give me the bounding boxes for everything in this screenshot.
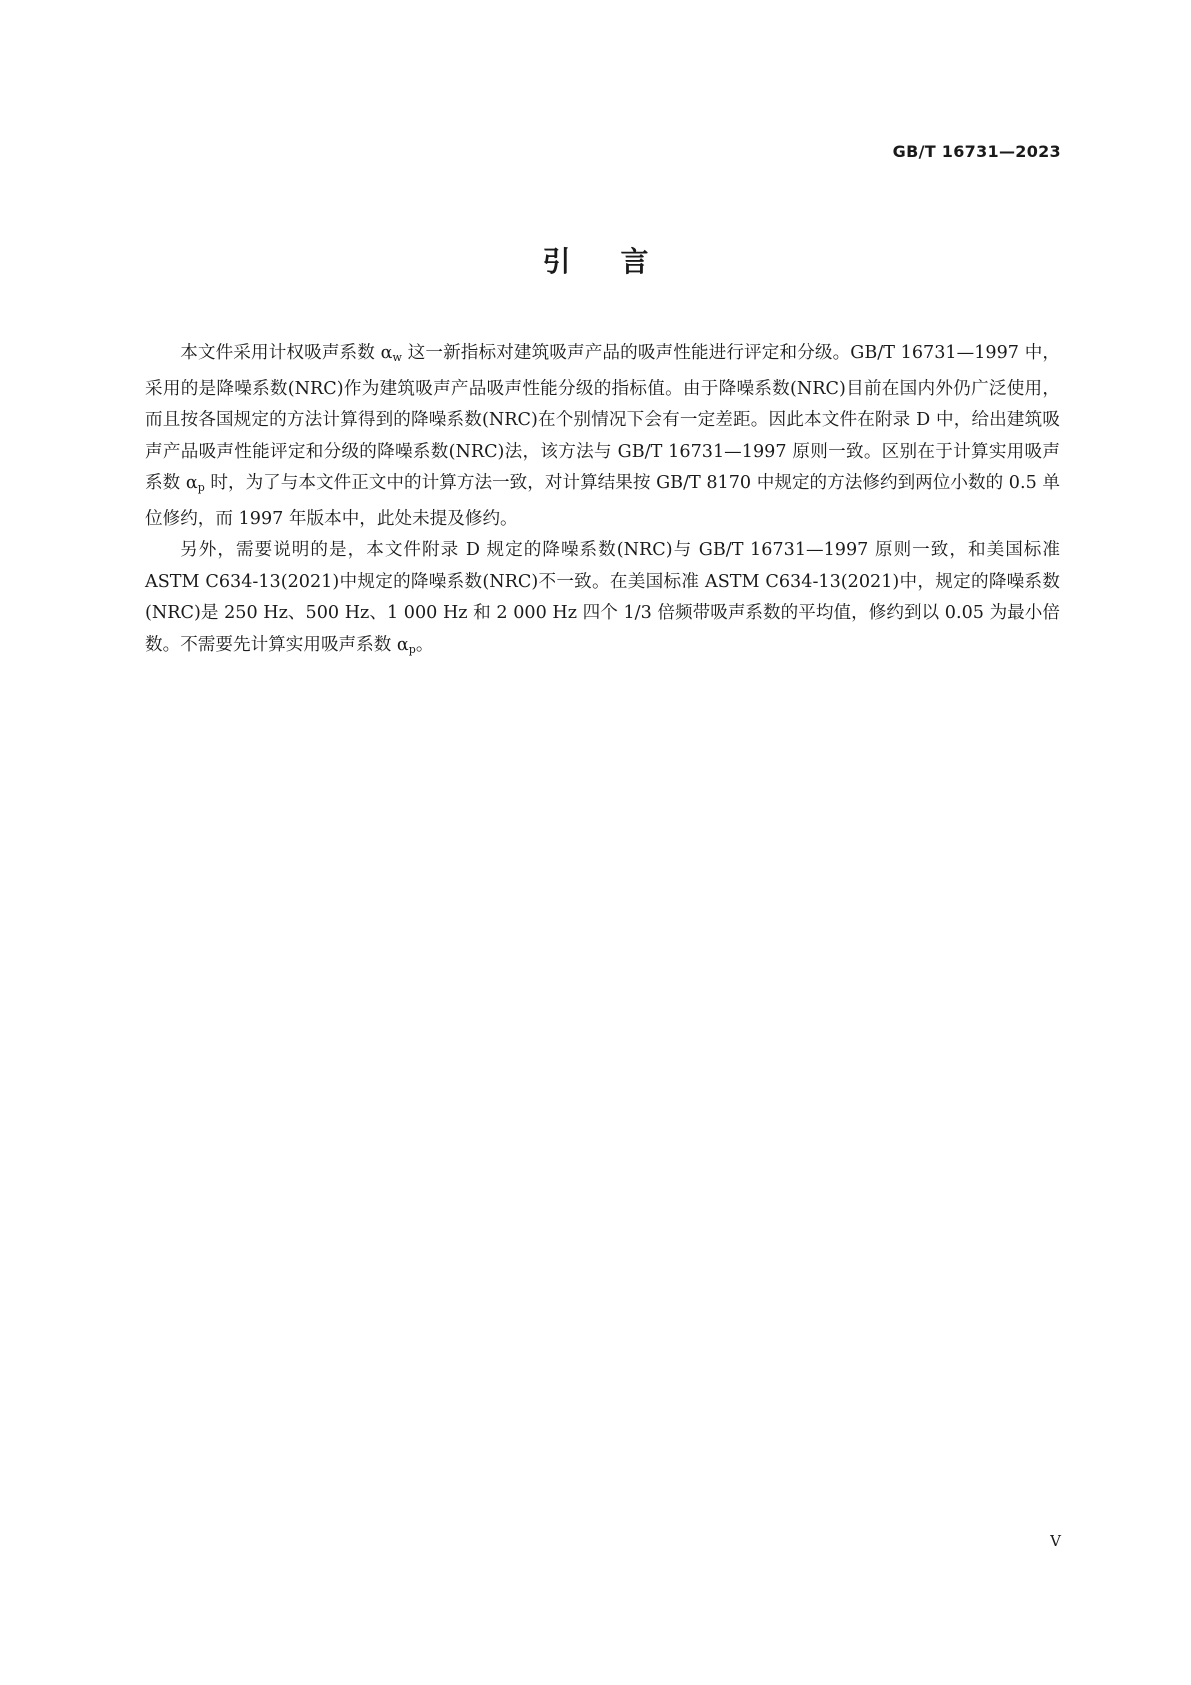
paragraph-1 bbox=[145, 338, 1060, 535]
paragraph-1-text-a: 本文件采用计权吸声系数 α bbox=[180, 343, 393, 363]
alpha-w-subscript: w bbox=[392, 351, 402, 364]
paragraph-1-text-b: 这一新指标对建筑吸声产品的吸声性能进行评定和分级。GB/T 16731—1997 中，采用的是降噪系数(NRC)作为建筑吸声产品吸声性能分级的指标值。由于降噪系数(NRC)目前在国内外仍广泛使用，而且按各国规定的方法计算得到的降噪系数(NRC)在个别情况下会有一定差距。因此本文件在附录 D 中，给出建筑吸声产品吸声性能评定和分级的降噪系数(NRC)法，该方法与 GB/T 16731—1997 原则一致。区别在于计算实用吸声系数 α bbox=[145, 343, 1061, 493]
body-text bbox=[145, 338, 1060, 665]
paragraph-2 bbox=[145, 535, 1060, 665]
page-number: V bbox=[1050, 1532, 1061, 1550]
paragraph-1-text-c: 时，为了与本文件正文中的计算方法一致，对计算结果按 GB/T 8170 中规定的方法修约到两位小数的 0.5 单位修约，而 1997 年版本中，此处未提及修约。 bbox=[145, 473, 1060, 529]
section-title: 引言 bbox=[542, 245, 699, 278]
paragraph-2-text-b: 。 bbox=[415, 634, 434, 655]
alpha-p-subscript: p bbox=[408, 642, 416, 656]
alpha-p-subscript: p bbox=[197, 481, 205, 494]
paragraph-2-text-a: 另外，需要说明的是，本文件附录 D 规定的降噪系数(NRC)与 GB/T 16731—1997 原则一致，和美国标准 ASTM C634-13(2021)中规定的降噪系数(NRC)不一致。在美国标准 ASTM C634-13(2021)中，规定的降噪系数(NRC)是 250 Hz、500 Hz、1 000 Hz 和 2 000 Hz 四个 1/3 倍频带吸声系数的平均值，修约到以 0.05 为最小倍数。不需要先计算实用吸声系数 α bbox=[145, 540, 1060, 655]
standard-number: GB/T 16731—2023 bbox=[892, 142, 1061, 161]
